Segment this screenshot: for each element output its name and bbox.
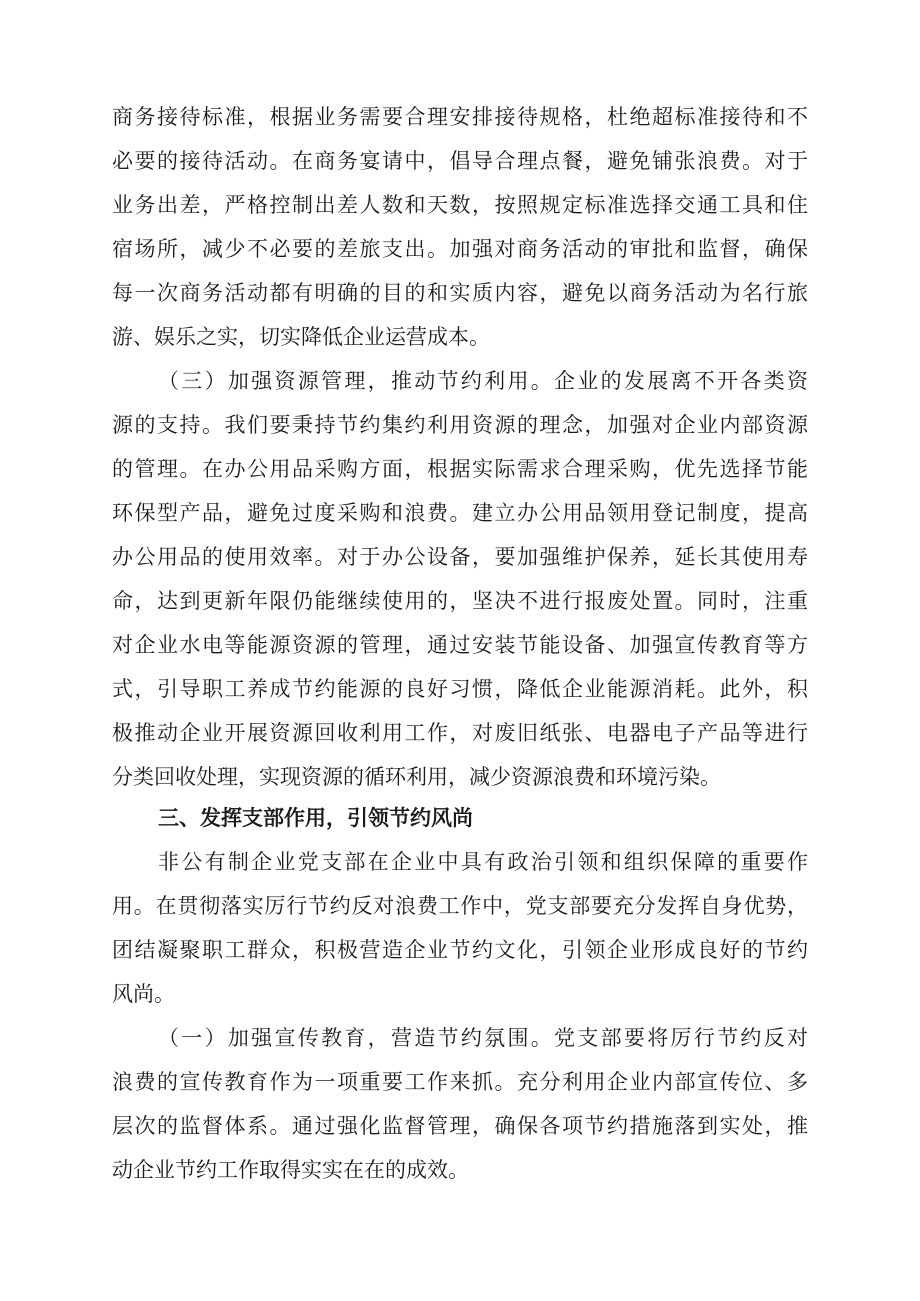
paragraph-line: 对企业水电等能源资源的管理，通过安装节能设备、加强宣传教育等方: [112, 633, 808, 657]
paragraph-line: 源的支持。我们要秉持节约集约利用资源的理念，加强对企业内部资源: [112, 413, 808, 437]
paragraph-line: 宿场所，减少不必要的差旅支出。加强对商务活动的审批和监督，确保: [112, 237, 808, 261]
paragraph-line: 命，达到更新年限仍能继续使用的，坚决不进行报废处置。同时，注重: [112, 589, 808, 613]
paragraph-line: 风尚。: [112, 982, 175, 1006]
paragraph-line: 动企业节约工作取得实实在在的成效。: [112, 1158, 469, 1182]
paragraph-line: 业务出差，严格控制出差人数和天数，按照规定标准选择交通工具和住: [112, 193, 808, 217]
paragraph-line: 办公用品的使用效率。对于办公设备，要加强维护保养，延长其使用寿: [112, 545, 808, 569]
paragraph-line: 团结凝聚职工群众，积极营造企业节约文化，引领企业形成良好的节约: [112, 938, 808, 962]
paragraph-line: 必要的接待活动。在商务宴请中，倡导合理点餐，避免铺张浪费。对于: [112, 149, 808, 173]
paragraph-line: 式，引导职工养成节约能源的良好习惯，降低企业能源消耗。此外，积: [112, 677, 808, 701]
paragraph-line: 每一次商务活动都有明确的目的和实质内容，避免以商务活动为名行旅: [112, 281, 808, 305]
paragraph-line: 环保型产品，避免过度采购和浪费。建立办公用品领用登记制度，提高: [112, 501, 808, 525]
paragraph-line: 层次的监督体系。通过强化监督管理，确保各项节约措施落到实处，推: [112, 1114, 808, 1138]
paragraph-line: 游、娱乐之实，切实降低企业运营成本。: [112, 325, 490, 349]
paragraph-line: 非公有制企业党支部在企业中具有政治引领和组织保障的重要作: [158, 850, 808, 874]
section-heading: 三、发挥支部作用，引领节约风尚: [158, 806, 473, 830]
paragraph-line: （三）加强资源管理，推动节约利用。企业的发展离不开各类资: [158, 369, 808, 393]
paragraph-line: 商务接待标准，根据业务需要合理安排接待规格，杜绝超标准接待和不: [112, 105, 808, 129]
paragraph-line: 极推动企业开展资源回收利用工作，对废旧纸张、电器电子产品等进行: [112, 721, 808, 745]
paragraph-line: 浪费的宣传教育作为一项重要工作来抓。充分利用企业内部宣传位、多: [112, 1070, 808, 1094]
paragraph-line: 用。在贯彻落实厉行节约反对浪费工作中，党支部要充分发挥自身优势，: [112, 894, 808, 918]
paragraph-line: 的管理。在办公用品采购方面，根据实际需求合理采购，优先选择节能: [112, 457, 808, 481]
paragraph-line: （一）加强宣传教育，营造节约氛围。党支部要将厉行节约反对: [158, 1026, 808, 1050]
paragraph-line: 分类回收处理，实现资源的循环利用，减少资源浪费和环境污染。: [112, 765, 721, 789]
